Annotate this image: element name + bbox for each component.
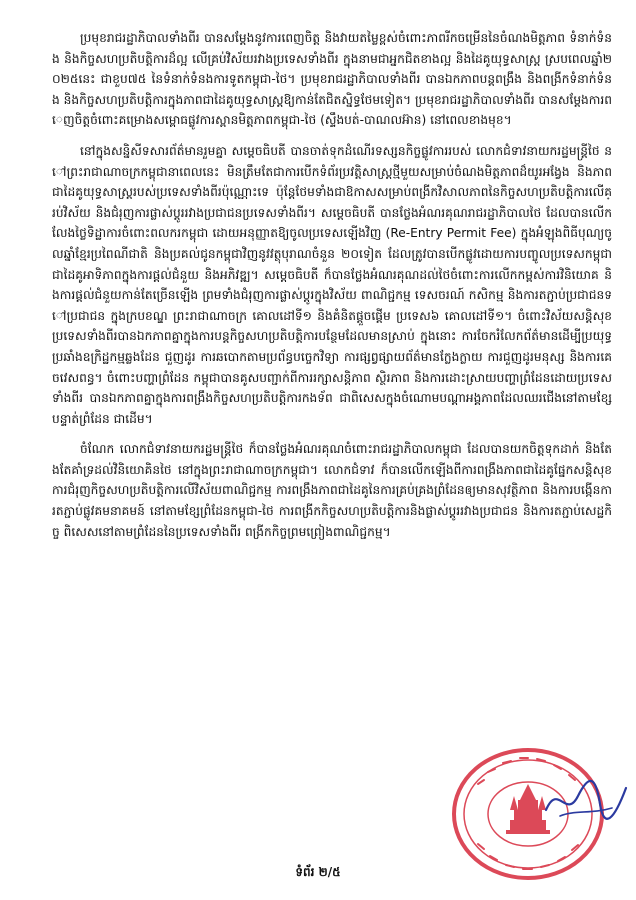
paragraph-2: នៅក្នុងសន្និសីទសារព័ត៌មានរួមគ្នា សម្ដេចធិបតី បានចាត់ទុកដំណើរទស្សនកិច្ចផ្លូវការរបស់ លោកជំទាវនាយករដ្ឋមន្ត្រីថៃ នៅព្រះរាជាណាចក្រកម្ពុជានាពេលនេះ មិនត្រឹមតែជាការបើកទំព័រប្រវត្តិសាស្ត្រថ្មីមួយសម្រាប់ចំណងមិត្តភាពដ៏យូរអង្វែង និងភាពជាដៃគូយុទ្ធសាស្ត្ររបស់ប្រទេសទាំងពីរប៉ុណ្ណោះទេ ប៉ុន្តែថែមទាំងជាឱកាសសម្រាប់ពង្រីកវិសាលភាពនៃកិច្ចសហប្រតិបត្តិការលើគ្រប់វិស័យ និងជំរុញការផ្លាស់ប្តូររវាងប្រជាជនប្រទេសទាំងពីរ។ សម្ដេចធិបតី បានថ្លែងអំណរគុណរាជរដ្ឋាភិបាលថៃ ដែលបានលើកលែងថ្លៃទិដ្ឋាការចំពោះពលករកម្ពុជា ដោយអនុញ្ញាតឱ្យចូលប្រទេសឡើងវិញ (Re-Entry Permit Fee) ក្នុងអំឡុងពិធីបុណ្យចូលឆ្នាំខ្មែរប្រពៃណីជាតិ និងប្រគល់ជូនកម្ពុជាវិញនូវវត្ថុបុរាណចំនួន ២០ទៀត ដែលត្រូវបានបើកផ្លូវដោយការបញ្ចូលប្រទេសកម្ពុជាជាដៃគូអាទិភាពក្នុងការផ្ដល់ជំនួយ និងអភិវឌ្ឍ។ សម្ដេចធិបតី ក៏បានថ្លែងអំណរគុណដល់ថៃចំពោះការលើកកម្ពស់ការវិនិយោគ និងការផ្ដល់ជំនួយកាន់តែច្រើនឡើង ព្រមទាំងជំរុញការផ្លាស់ប្តូរក្នុងវិស័យ ពាណិជ្ជកម្ម ទេសចរណ៍ កសិកម្ម និងការតភ្ជាប់ប្រជាជនទៅប្រជាជន ក្នុងក្របខណ្ឌ ព្រះរាជាណាចក្រ គោលដៅទី១ និងគំនិតផ្ដួចផ្ដើម ប្រទេស៦ គោលដៅទី១។ ចំពោះវិស័យសន្តិសុខ ប្រទេសទាំងពីរបានឯកភាពគ្នាក្នុងការបន្តកិច្ចសហប្រតិបត្តិការបន្ថែមដែលមានស្រាប់ ក្នុងនោះ ការចែករំលែកព័ត៌មានដើម្បីប្រយុទ្ធប្រឆាំងឧក្រិដ្ឋកម្មឆ្លងដែន ជួញដូរ ការឆបោកតាមប្រព័ន្ធបច្ចេកវិទ្យា ការផ្សព្វផ្សាយព័ត៌មានក្លែងក្លាយ ការជួញដូរមនុស្ស និងការគេចវេសពន្ធ។ ចំពោះបញ្ហាព្រំដែន កម្ពុជាបានគូសបញ្ជាក់ពីការរក្សាសន្តិភាព ស្ថិរភាព និងការដោះស្រាយបញ្ហាព្រំដែនដោយប្រទេសទាំងពីរ បានឯកភាពគ្នាក្នុងការពង្រឹងកិច្ចសហប្រតិបត្តិការកងទ័ព ជាពិសេសក្នុងចំណោមបណ្ដាអង្គភាពដែលឈរជើងនៅតាមខ្សែបន្ទាត់ព្រំដែន ជាដើម។ xyxy=(52,143,612,426)
page-number: ទំព័រ ២/៥ xyxy=(295,865,341,879)
document-body xyxy=(52,28,612,542)
paragraph-1: ប្រមុខរាជរដ្ឋាភិបាលទាំងពីរ បានសម្ដែងនូវការពេញចិត្ត និងវាយតម្លៃខ្ពស់ចំពោះភាពរីកចម្រើននៃចំណងមិត្តភាព ទំនាក់ទំនង និងកិច្ចសហប្រតិបត្តិការដ៏ល្អ លើគ្រប់វិស័យរវាងប្រទេសទាំងពីរ ក្នុងនាមជាអ្នកជិតខាងល្អ និងដៃគូយុទ្ធសាស្ត្រ ស្របពេលឆ្នាំ២០២៥នេះ ជាខួប៧៥ នៃទំនាក់ទំនងការទូតកម្ពុជា-ថៃ។ ប្រមុខរាជរដ្ឋាភិបាលទាំងពីរ បានឯកភាពបន្តពង្រឹង និងពង្រីកទំនាក់ទំនង និងកិច្ចសហប្រតិបត្តិការក្នុងភាពជាដៃគូយុទ្ធសាស្ត្រឱ្យកាន់តែជិតស្និទ្ធថែមទៀត។ ប្រមុខរាជរដ្ឋាភិបាលទាំងពីរ បានសម្ដែងការពេញចិត្តចំពោះគម្រោងសម្ពោធផ្លូវការស្ពានមិត្តភាពកម្ពុជា-ថៃ (ស្ទឹងបត់-បាណលអ៊ាន) នៅពេលខាងមុខ។ xyxy=(52,31,613,128)
paragraph-3: ចំណែក លោកជំទាវនាយករដ្ឋមន្ត្រីថៃ ក៏បានថ្លែងអំណរគុណចំពោះរាជរដ្ឋាភិបាលកម្ពុជា ដែលបានយកចិត្តទុកដាក់ និងតែងតែគាំទ្រដល់វិនិយោគិនថៃ នៅក្នុងព្រះរាជាណាចក្រកម្ពុជា។ លោកជំទាវ ក៏បានលើកឡើងពីការពង្រឹងភាពជាដៃគូផ្នែកសន្តិសុខ ការជំរុញកិច្ចសហប្រតិបត្តិការលើវិស័យពាណិជ្ជកម្ម ការពង្រឹងភាពជាដៃគូនៃការគ្រប់គ្រងព្រំដែនឲ្យមានសុវត្ថិភាព និងការបង្កើនការតភ្ជាប់ផ្លូវគមនាគមន៍ នៅតាមខ្សែព្រំដែនកម្ពុជា-ថៃ ការពង្រីកកិច្ចសហប្រតិបត្តិការនិងផ្លាស់ប្តូររវាងប្រជាជន និងការតភ្ជាប់សេដ្ឋកិច្ច ពិសេសនៅតាមព្រំដែននៃប្រទេសទាំងពីរ ពង្រីកកិច្ចព្រមព្រៀងពាណិជ្ជកម្ម។ xyxy=(52,442,612,539)
handwritten-signature-icon xyxy=(540,770,630,830)
